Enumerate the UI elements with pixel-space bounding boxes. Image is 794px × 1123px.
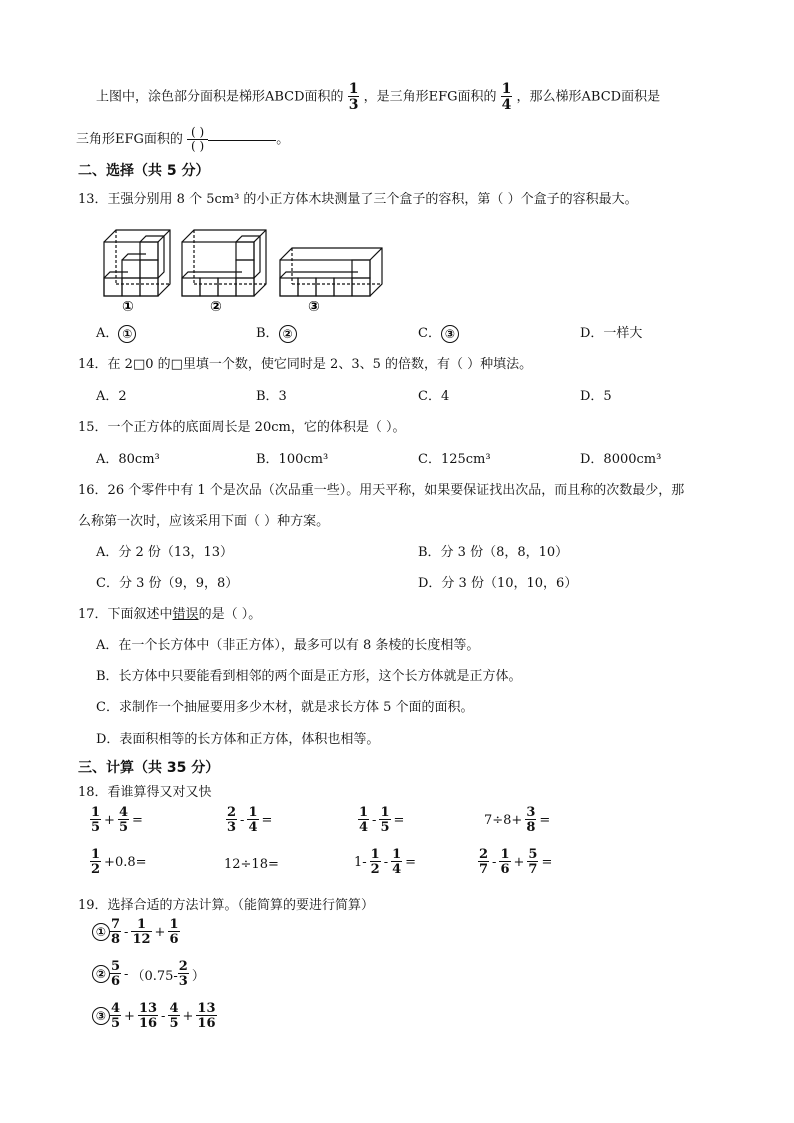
option-b[interactable]: B．3: [256, 389, 287, 404]
option-a[interactable]: A．80cm³: [96, 452, 160, 467]
calc-19-1: ① $\frac{7}{8}$ - $\frac{1}{12}$ + $\frac{1}{6}$: [92, 918, 180, 946]
calc-expression-8: $\frac{2}{7}$ - $\frac{1}{6}$ + $\frac{5}{7}$ =: [479, 847, 553, 877]
box-2: [182, 230, 266, 296]
section-title: 三、计算（共 35 分）: [78, 760, 220, 776]
calc-expression-5: $\frac{1}{2}$ +0.8=: [91, 847, 147, 877]
option-c[interactable]: C．4: [418, 389, 450, 404]
boxes-figure: [98, 220, 388, 315]
question-14: 14．在 2□0 的□里填一个数，使它同时是 2、3、5 的倍数，有（ ）种填法。: [78, 357, 533, 372]
option-b[interactable]: B．100cm³: [256, 452, 329, 467]
calc-expression-4: 7÷8+ $\frac{3}{8}$ =: [484, 805, 551, 835]
option-a[interactable]: A．在一个长方体中（非正方体），最多可以有 8 条棱的长度相等。: [96, 638, 480, 653]
option-d[interactable]: D．一样大: [580, 326, 643, 341]
underlined-word: 错误: [172, 607, 199, 622]
option-a[interactable]: A．分 2 份（13，13）: [96, 545, 234, 560]
calc-expression-1: $\frac{1}{5}$ + $\frac{4}{5}$ =: [91, 805, 143, 835]
calc-expression-6: 12÷18=: [224, 857, 279, 872]
intro-text-a: 上图中，涂色部分面积是梯形ABCD面积的: [96, 89, 344, 105]
calc-expression-2: $\frac{2}{3}$ - $\frac{1}{4}$ =: [227, 805, 273, 835]
option-b[interactable]: B．分 3 份（8，8，10）: [418, 545, 569, 560]
question-19: 19．选择合适的方法计算。（能简算的要进行简算）: [78, 898, 375, 913]
box-label-2: ②: [210, 299, 222, 315]
option-d[interactable]: D．5: [580, 389, 612, 404]
box-label-1: ①: [122, 299, 134, 315]
intro-text-b: ，是三角形EFG面积的: [363, 89, 497, 105]
option-a[interactable]: A．2: [96, 389, 127, 404]
option-d[interactable]: D．表面积相等的长方体和正方体，体积也相等。: [96, 732, 380, 747]
calc-expression-3: $\frac{1}{4}$ - $\frac{1}{5}$ =: [359, 805, 405, 835]
question-16-line2: 么称第一次时，应该采用下面（ ）种方案。: [78, 514, 330, 529]
option-c[interactable]: C． ③: [418, 322, 459, 343]
option-d[interactable]: D．分 3 份（10，10，6）: [418, 576, 578, 591]
box-label-3: ③: [308, 299, 320, 315]
box-3: [280, 248, 382, 296]
fraction: $\frac{1}{3}$: [348, 81, 359, 113]
question-15: 15．一个正方体的底面周长是 20cm，它的体积是（ ）。: [78, 420, 406, 435]
fraction: $\frac{1}{4}$: [501, 81, 512, 113]
option-b[interactable]: B．长方体中只要能看到相邻的两个面是正方形，这个长方体就是正方体。: [96, 669, 522, 684]
calc-19-2: ② $\frac{5}{6}$ - （0.75- $\frac{2}{3}$ ）: [92, 960, 208, 988]
calc-expression-7: 1- $\frac{1}{2}$ - $\frac{1}{4}$ =: [354, 847, 417, 877]
option-d[interactable]: D．8000cm³: [580, 452, 662, 467]
question-18: 18．看谁算得又对又快: [78, 785, 212, 800]
question-16-line1: 16．26 个零件中有 1 个是次品（次品重一些）。用天平称，如果要保证找出次品，而且称的次数最少，那: [78, 483, 685, 498]
calc-19-3: ③ $\frac{4}{5}$ + $\frac{13}{16}$ - $\frac{4}{5}$ + $\frac{13}{16}$: [92, 1002, 217, 1030]
intro-line2: 三角形EFG面积的 $\frac{( )}{( )}$ 。: [76, 125, 290, 154]
section-title: 二、选择（共 5 分）: [78, 163, 210, 179]
intro-line1: [96, 82, 660, 112]
option-c[interactable]: C．125cm³: [418, 452, 491, 467]
box-1: [104, 230, 170, 296]
intro-text-d: 三角形EFG面积的: [76, 132, 183, 148]
answer-blank-line[interactable]: [208, 139, 276, 141]
option-a[interactable]: A． ①: [96, 322, 136, 343]
option-c[interactable]: C．求制作一个抽屉要用多少木材，就是求长方体 5 个面的面积。: [96, 700, 474, 715]
question-17: 17．下面叙述中错误的是（ ）。: [78, 607, 262, 622]
option-b[interactable]: B． ②: [256, 322, 297, 343]
option-c[interactable]: C．分 3 份（9，9，8）: [96, 576, 239, 591]
intro-text-c: ，那么梯形ABCD面积是: [516, 89, 661, 105]
answer-blank-fraction[interactable]: $\frac{( )}{( )}$: [187, 126, 208, 153]
question-13: 13．王强分别用 8 个 5cm³ 的小正方体木块测量了三个盒子的容积，第（ ）个盒子的容积最大。: [78, 192, 638, 207]
